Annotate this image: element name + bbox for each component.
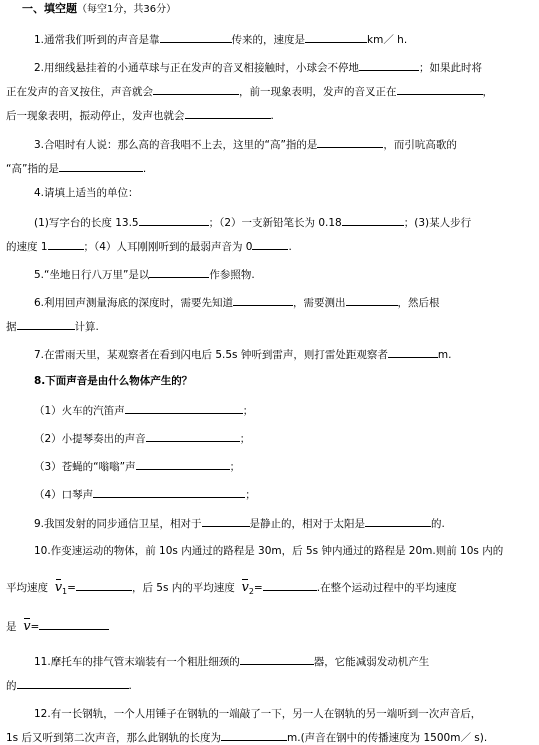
q2-blank-2[interactable] [153,83,239,95]
q6-text-b: ，需要测出 [293,297,346,309]
q10-text-d: 是 [6,621,17,633]
q10-text-a: 平均速度 [6,582,48,594]
section-title: 一、填空题 [22,2,77,15]
question-2-line-1 [34,59,482,75]
q7-blank-1[interactable] [388,346,438,358]
q6-text-c: ，然后根 [397,297,440,309]
q11-text-a: 11.摩托车的排气管末端装有一个粗肚细颈的 [34,656,240,668]
q10-text-c: .在整个运动过程中的平均速度 [316,582,457,594]
q2-text-d: ，前一现象表明，发声的音叉正在 [239,86,397,98]
question-12-line-2 [6,729,487,745]
question-12-line-1: 12.有一长钢轨，一个人用锤子在钢轨的一端敲了一下，另一人在钢轨的另一端听到一次声音后， [34,708,482,720]
q2-text-b: ；如果此时将 [419,62,483,74]
v1-symbol: v [54,580,63,595]
v2-symbol: v [241,580,249,595]
question-10-line-1: 10.作变速运动的物体，前 10s 内通过的路程是 30m，后 5s 钟内通过的路程是 20m.则前 10s 内的 [34,545,504,557]
q6-blank-3[interactable] [17,318,75,330]
q6-blank-1[interactable] [233,294,293,306]
q4-blank-2[interactable] [342,214,404,226]
q4-text-f: . [288,241,292,253]
q5-blank-1[interactable] [149,266,209,278]
q9-text-c: 的. [431,518,445,530]
q10-blank-3[interactable] [39,618,109,630]
v1-equals: = [67,582,76,594]
q11-text-b: 器，它能减弱发动机产生 [313,656,430,668]
q8-blank-1[interactable] [125,402,243,414]
q8-item-4-end: ； [245,489,256,501]
q2-text-f: 后一现象表明，振动停止，发声也就会 [6,110,185,122]
q3-text-d: . [142,163,147,175]
question-8-item-3 [34,458,240,474]
q3-text-b: ，而引吭高歌的 [383,139,457,151]
q8-item-3-end: ； [229,461,241,473]
v-avg-symbol: v [23,619,31,634]
q8-item-2-end: ； [239,433,251,445]
q10-blank-1[interactable] [76,579,132,591]
q2-blank-4[interactable] [185,107,271,119]
v2-equals: = [253,582,263,594]
q4-text-e: ；（4）人耳刚刚听到的最弱声音为 0 [83,241,253,253]
question-10-line-3 [6,618,109,634]
question-6-line-2 [6,318,99,334]
question-6-line-1 [34,294,440,310]
q4-blank-3[interactable] [48,238,84,250]
q1-blank-1[interactable] [160,31,232,43]
q1-text-b: 传来的，速度是 [231,34,306,46]
q2-text-a: 2.用细线悬挂着的小通草球与正在发声的音叉相接触时，小球会不停地 [34,62,360,74]
section-heading [22,2,176,17]
question-4-line-1 [34,214,471,230]
question-11-line-2 [6,677,132,693]
q5-text-b: 作参照物. [209,269,255,281]
q1-text-c: km／ h. [367,34,408,46]
q8-blank-4[interactable] [93,486,245,498]
question-10-line-2 [6,579,457,599]
v-avg-equals: = [30,621,40,633]
q9-text-b: 是静止的，相对于太阳是 [249,518,366,530]
v1-subscript: 1 [62,587,68,597]
question-3-line-2 [6,160,146,176]
q2-text-g: . [270,110,274,122]
question-3-line-1 [34,136,457,152]
question-5 [34,266,255,282]
q4-text-d: 的速度 1 [6,241,48,253]
q4-blank-1[interactable] [139,214,209,226]
q4-text-c: ；(3)某人步行 [403,217,472,229]
q6-text-e: 计算. [74,321,99,333]
q8-item-2-text: （2）小提琴奏出的声音 [34,433,146,445]
q11-blank-2[interactable] [17,677,129,689]
q12-blank-1[interactable] [221,729,287,741]
q9-blank-1[interactable] [202,515,250,527]
q8-item-4-text: （4）口琴声 [34,489,94,501]
q2-text-e: ， [482,86,493,98]
q2-blank-1[interactable] [359,59,419,71]
q2-text-c: 正在发声的音叉按住，声音就会 [6,86,153,98]
q4-text-b: ；（2）一支新铅笔长为 0.18 [208,217,342,229]
question-11-line-1 [34,653,429,669]
q2-blank-3[interactable] [397,83,483,95]
question-2-line-3 [6,107,274,123]
q4-text-a: (1)写字台的长度 13.5 [34,217,139,229]
section-score-note: （每空1分，共36分） [77,4,177,15]
q8-blank-2[interactable] [146,430,240,442]
q6-blank-2[interactable] [346,294,398,306]
q6-text-a: 6.利用回声测量海底的深度时，需要先知道 [34,297,234,309]
q3-blank-2[interactable] [59,160,143,172]
question-4-line-2 [6,238,292,254]
q5-text-a: 5.“坐地日行八万里”是以 [34,269,150,281]
question-8-title: 8.下面声音是由什么物体产生的？ [34,375,193,387]
q7-text-a: 7.在雷雨天里，某观察者在看到闪电后 5.5s 钟听到雷声，则打雷处距观察者 [34,349,388,361]
q8-item-1-text: （1）火车的汽笛声 [34,405,125,417]
q10-blank-2[interactable] [263,579,317,591]
question-8-item-2 [34,430,250,446]
q9-text-a: 9.我国发射的同步通信卫星，相对于 [34,518,202,530]
q11-blank-1[interactable] [240,653,314,665]
q9-blank-2[interactable] [365,515,431,527]
q8-item-1-end: ； [242,405,254,417]
q4-blank-4[interactable] [252,238,288,250]
q12-text-b: m.(声音在钢中的传播速度为 1500m／ s). [287,732,488,744]
question-4-title: 4.请填上适当的单位： [34,187,139,199]
q7-text-b: m. [437,349,452,361]
q10-text-b: ，后 5s 内的平均速度 [131,582,235,594]
question-2-line-2 [6,83,493,99]
q8-blank-3[interactable] [136,458,230,470]
q3-text-a: 3.合唱时有人说：那么高的音我唱不上去，这里的“高”指的是 [34,139,318,151]
q11-text-c: 的 [6,680,17,692]
question-8-item-4 [34,486,256,502]
v2-subscript: 2 [248,587,254,597]
question-9 [34,515,445,531]
q12-text-a: 1s 后又听到第二次声音，那么此钢轨的长度为 [6,732,221,744]
question-8-item-1 [34,402,253,418]
q11-text-d: . [128,680,132,692]
q1-text-a: 1.通常我们听到的声音是靠 [34,34,160,46]
q1-blank-2[interactable] [305,31,367,43]
q3-blank-1[interactable] [317,136,383,148]
q8-item-3-text: （3）苍蝇的“嗡嗡”声 [34,461,136,473]
q3-text-c: “高”指的是 [6,163,59,175]
question-7 [34,346,451,362]
q6-text-d: 据 [6,321,17,333]
question-1 [34,31,407,47]
